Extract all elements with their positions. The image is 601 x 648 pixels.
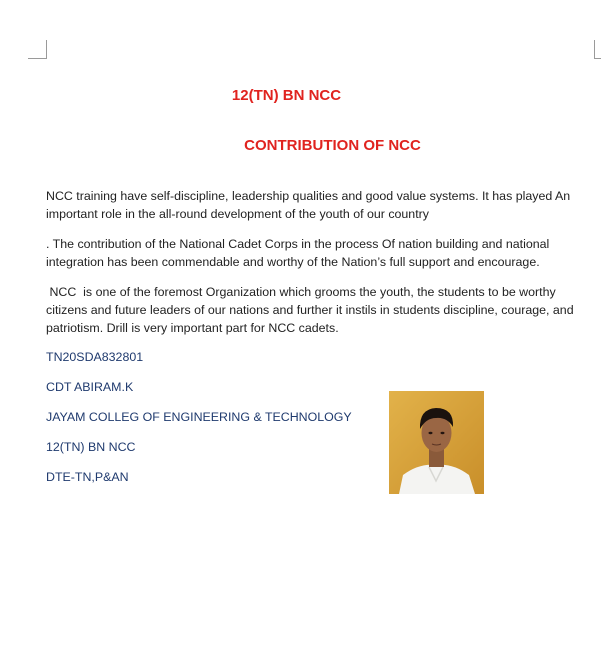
document-subtitle: CONTRIBUTION OF NCC [244,137,421,154]
directorate: DTE-TN,P&AN [46,470,129,484]
paragraph-3: NCC is one of the foremost Organization which grooms the youth, the students to be worthy citizens and future leaders of our nations and further it instils in students discipline, courage, and patriotism. Drill is very important part for NCC cadets. [46,285,578,335]
paragraph-1: NCC training have self-discipline, leadership qualities and good value systems. It has played An important role in the all-round development of the youth of our country [46,189,571,221]
cadet-name: CDT ABIRAM.K [46,380,134,394]
margin-corner-mark-left [28,40,47,59]
cadet-photo-image [389,391,484,494]
margin-corner-mark-right [594,40,601,59]
document-title: 12(TN) BN NCC [231,87,342,104]
cadet-photo [389,391,484,494]
regimental-number: TN20SDA832801 [46,350,144,364]
college-name: JAYAM COLLEG OF ENGINEERING & TECHNOLOGY [46,410,352,424]
paragraph-2: . The contribution of the National Cadet Corps in the process Of nation building and national integration has been commendable and worthy of the Nation’s full support and encourage. [46,237,550,269]
unit-name: 12(TN) BN NCC [46,440,136,454]
